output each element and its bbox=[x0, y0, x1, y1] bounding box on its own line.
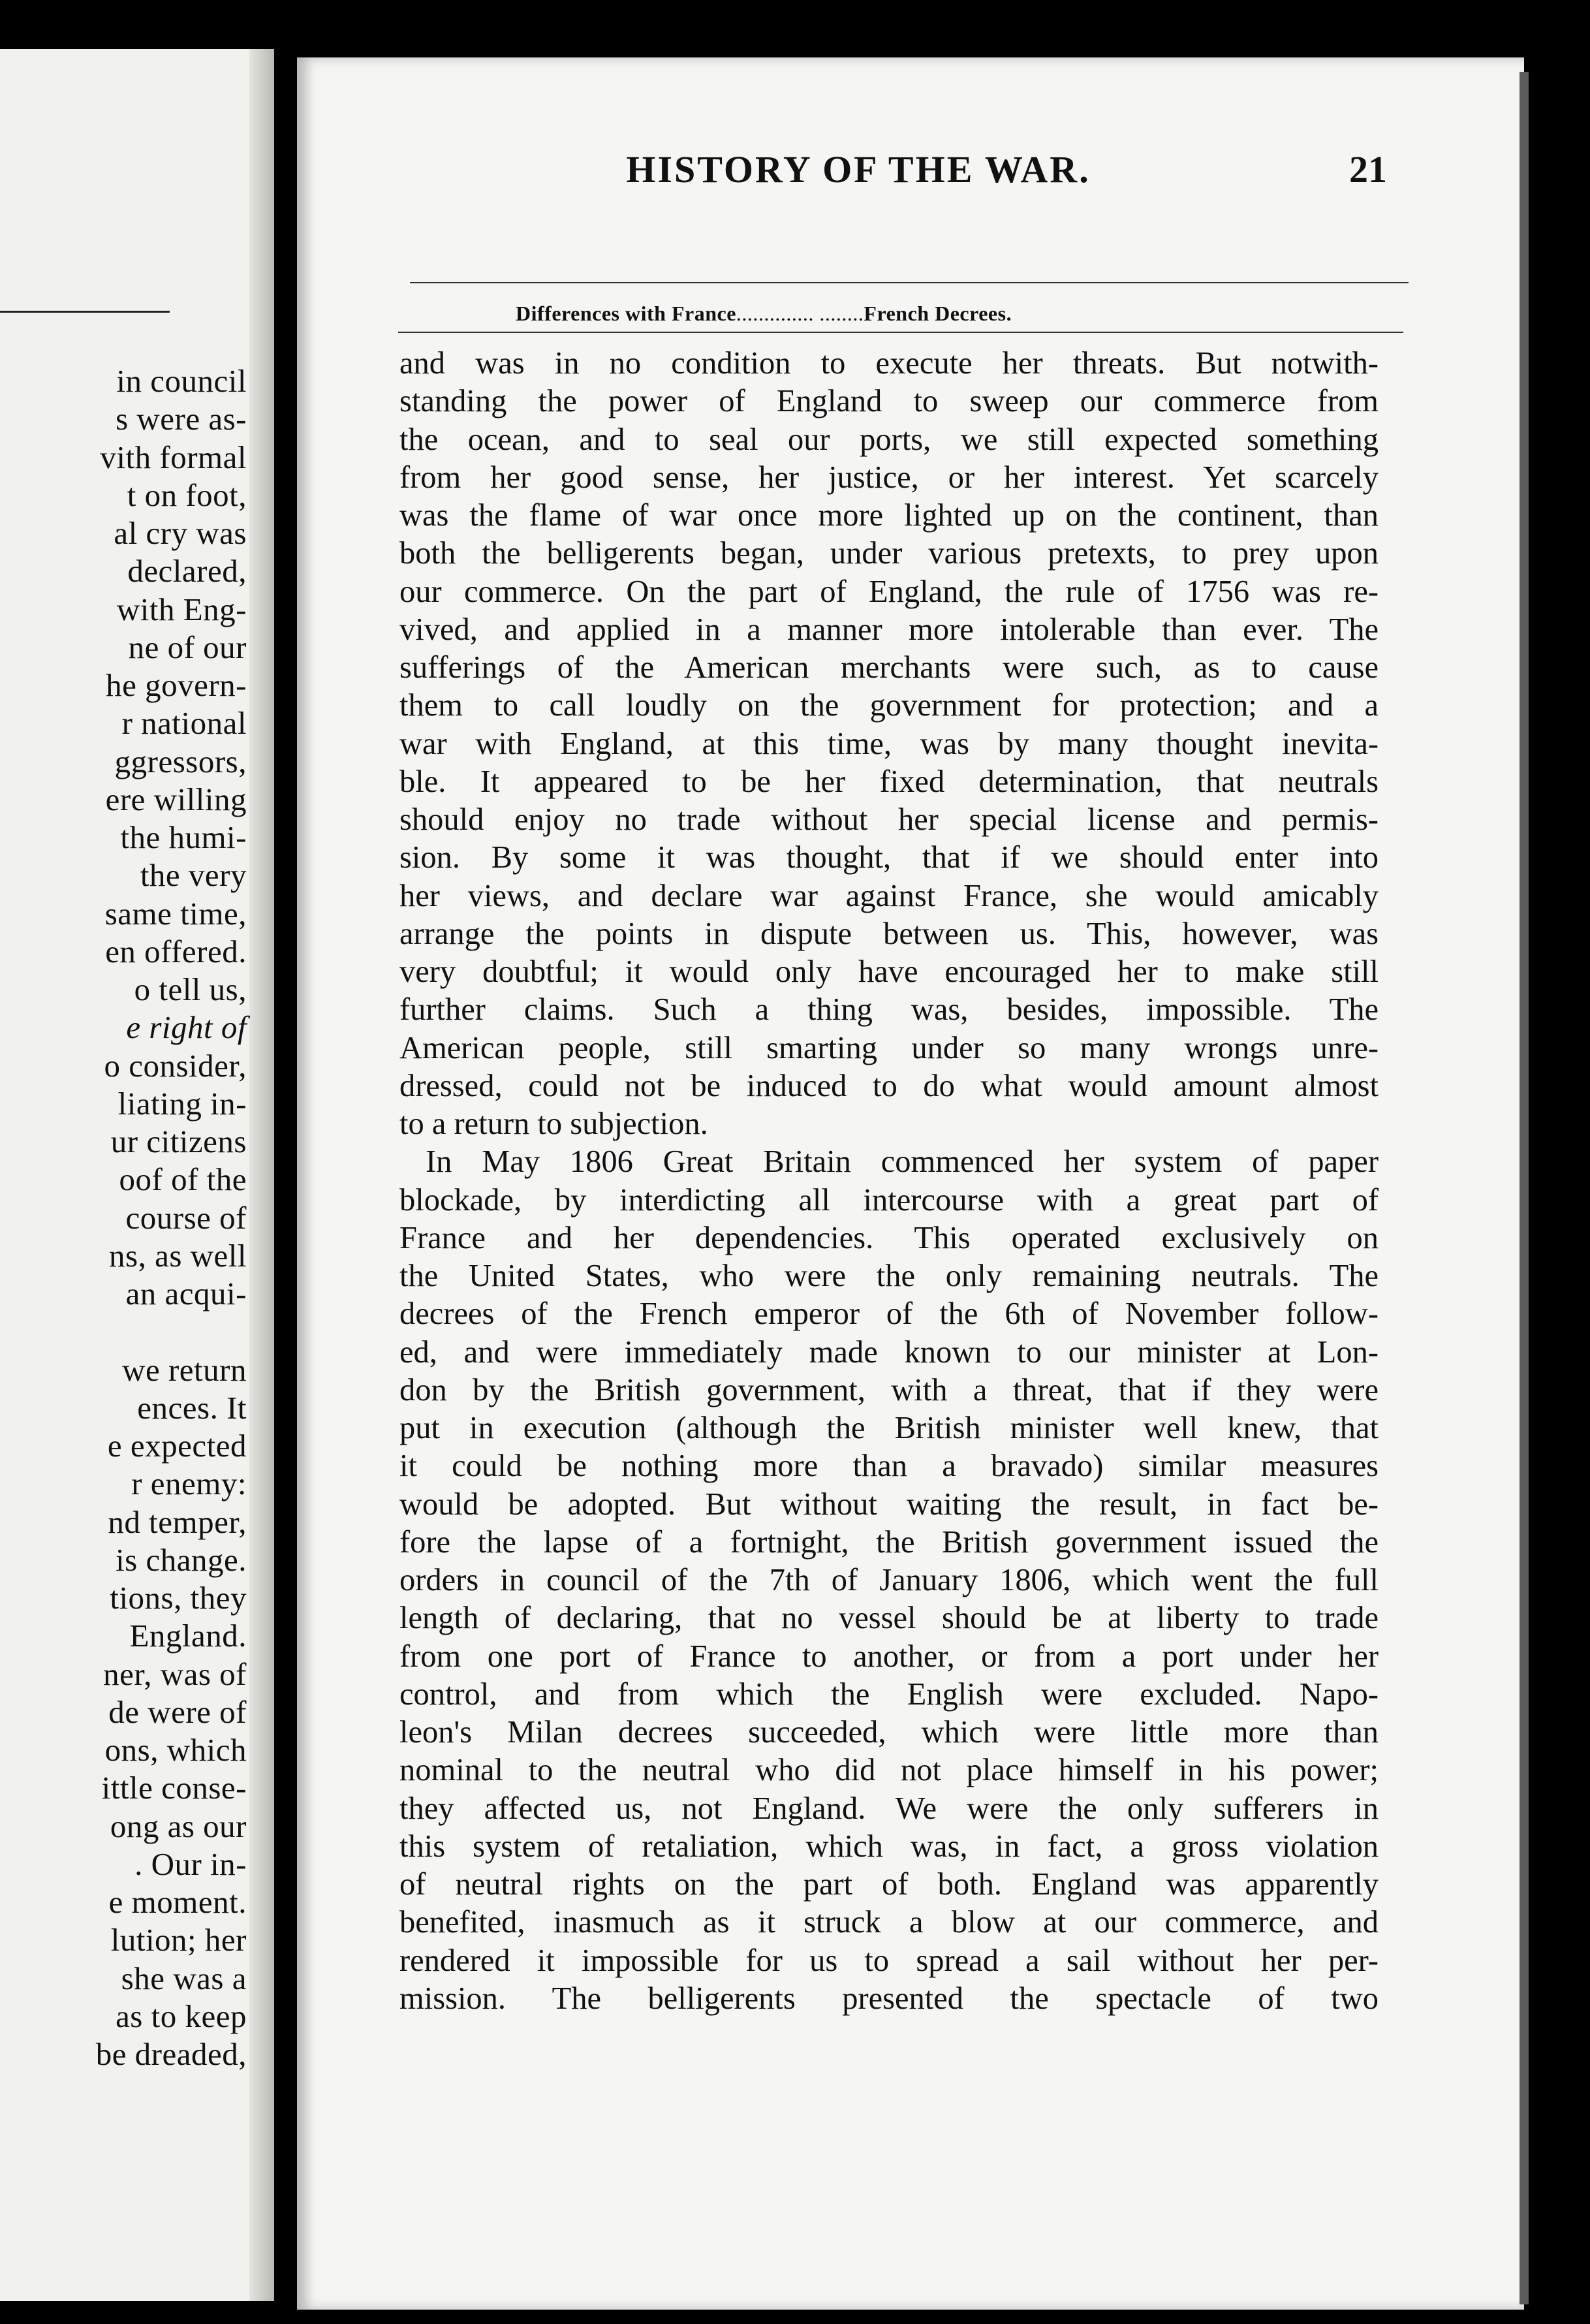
left-page-line: o consider, bbox=[104, 1047, 247, 1084]
body-text-line: ble. It appeared to be her fixed determination, that neutrals bbox=[399, 764, 1379, 799]
body-text-line: nominal to the neutral who did not place himself in his power; bbox=[399, 1753, 1379, 1788]
left-page-line: course of bbox=[117, 1199, 247, 1236]
body-text-line: arrange the points in dispute between us. This, however, was bbox=[399, 916, 1379, 951]
left-page-line: the humi- bbox=[112, 819, 247, 855]
left-page-line: o tell us, bbox=[134, 971, 247, 1007]
body-text-line: further claims. Such a thing was, besides, impossible. The bbox=[399, 992, 1379, 1028]
left-page-text bbox=[0, 362, 247, 2073]
body-text-line: and was in no condition to execute her threats. But notwith- bbox=[399, 346, 1379, 381]
left-page-line: is change. bbox=[116, 1541, 247, 1578]
left-page-line: ong as our bbox=[110, 1808, 247, 1844]
running-head bbox=[330, 137, 1387, 202]
left-page-line: ggressors, bbox=[114, 743, 247, 779]
body-text-line: of neutral rights on the part of both. England was apparently bbox=[399, 1867, 1379, 1902]
left-page-line: s were as- bbox=[116, 401, 247, 437]
left-page-line: declared, bbox=[119, 553, 247, 589]
body-text-line: would be adopted. But without waiting the result, in fact be- bbox=[399, 1486, 1379, 1522]
body-text-line: orders in council of the 7th of January 1806, which went the full bbox=[399, 1563, 1379, 1597]
caption-rule-top bbox=[410, 282, 1409, 283]
section-caption bbox=[516, 297, 1273, 330]
left-page-line: en offered. bbox=[105, 933, 247, 969]
body-text-line: fore the lapse of a fortnight, the British government issued the bbox=[399, 1524, 1379, 1560]
caption-rule-bottom bbox=[398, 332, 1403, 333]
body-text-line: put in execution (although the British minister well knew, that bbox=[399, 1411, 1379, 1445]
body-text-line: our commerce. On the part of England, the rule of 1756 was re- bbox=[399, 574, 1379, 609]
body-text-line: this system of retaliation, which was, in fact, a gross violation bbox=[399, 1829, 1379, 1864]
left-page-line: ere willing bbox=[105, 781, 247, 817]
body-text bbox=[399, 345, 1379, 2018]
body-text-line: rendered it impossible for us to spread a sail without her per- bbox=[399, 1943, 1379, 1978]
left-page-line: . Our in- bbox=[134, 1845, 247, 1882]
left-page-line: in council bbox=[116, 363, 247, 399]
body-text-line: the United States, who were the only remaining neutrals. The bbox=[399, 1259, 1379, 1293]
caption-left: Differences with France bbox=[516, 302, 736, 325]
body-text-line: leon's Milan decrees succeeded, which were little more than bbox=[399, 1715, 1379, 1750]
left-page-line: we return bbox=[114, 1351, 247, 1388]
left-page-line: he govern- bbox=[106, 667, 247, 703]
body-text-line: length of declaring, that no vessel should be at liberty to trade bbox=[399, 1601, 1379, 1636]
left-page-line: e expected bbox=[107, 1428, 247, 1464]
body-text-line: was the flame of war once more lighted up on the continent, than bbox=[399, 498, 1379, 533]
body-text-line: ed, and were immediately made known to our minister at Lon- bbox=[399, 1334, 1379, 1370]
left-page-line: de were of bbox=[108, 1693, 247, 1730]
left-page-fragment bbox=[0, 49, 274, 2301]
body-text-line: should enjoy no trade without her special license and permis- bbox=[399, 802, 1379, 837]
left-page-line: al cry was bbox=[114, 515, 247, 551]
left-page-line: England. bbox=[121, 1618, 247, 1654]
caption-leader-dots: .............. ........ bbox=[736, 302, 864, 325]
left-page-line: ne of our bbox=[128, 629, 247, 665]
left-page-line: nd temper, bbox=[108, 1503, 247, 1540]
left-page-line: ner, was of bbox=[103, 1656, 247, 1692]
left-page-line: r national bbox=[121, 705, 247, 742]
left-page-line: e moment. bbox=[108, 1884, 247, 1920]
body-text-line: dressed, could not be induced to do what would amount almost bbox=[399, 1068, 1379, 1103]
left-page-line: lution; her bbox=[110, 1922, 247, 1958]
left-page-line: ittle conse- bbox=[101, 1770, 247, 1806]
caption-right: French Decrees. bbox=[864, 302, 1012, 325]
left-page-line: e right of bbox=[126, 1009, 247, 1046]
body-text-line: In May 1806 Great Britain commenced her system of paper bbox=[426, 1144, 1379, 1180]
body-text-line: American people, still smarting under so many wrongs unre- bbox=[399, 1030, 1379, 1065]
left-page-line: an acqui- bbox=[117, 1276, 247, 1311]
body-text-line: from her good sense, her justice, or her interest. Yet scarcely bbox=[399, 460, 1379, 495]
left-page-line: ur citizens bbox=[110, 1123, 247, 1159]
left-page-line: ences. It bbox=[137, 1389, 247, 1426]
left-page-line: t on foot, bbox=[127, 477, 247, 513]
body-text-line: decrees of the French emperor of the 6th of November follow- bbox=[399, 1296, 1379, 1332]
page-number: 21 bbox=[1349, 148, 1387, 191]
left-page-line: ons, which bbox=[104, 1732, 247, 1768]
body-text-line: war with England, at this time, was by many thought inevita- bbox=[399, 726, 1379, 761]
page-title: HISTORY OF THE WAR. bbox=[626, 148, 1091, 191]
left-page-line: liating in- bbox=[117, 1085, 247, 1122]
page-edge-shadow bbox=[1520, 72, 1529, 2304]
body-text-line: to a return to subjection. bbox=[399, 1107, 708, 1141]
book-gutter bbox=[249, 49, 274, 2301]
left-page-line: be dreaded, bbox=[95, 2036, 247, 2072]
body-text-line: very doubtful; it would only have encouraged her to make still bbox=[399, 954, 1379, 989]
left-page-line: r enemy: bbox=[131, 1466, 247, 1502]
body-text-line: both the belligerents began, under various pretexts, to prey upon bbox=[399, 536, 1379, 571]
body-text-line: control, and from which the English were excluded. Napo- bbox=[399, 1676, 1379, 1712]
left-page-line: the very bbox=[132, 857, 247, 894]
left-page-line: vith formal bbox=[100, 439, 247, 475]
body-text-line: mission. The belligerents presented the spectacle of two bbox=[399, 1981, 1379, 2016]
left-page-line: she was a bbox=[121, 1960, 247, 1996]
body-text-line: blockade, by interdicting all intercourse with a great part of bbox=[399, 1182, 1379, 1217]
body-text-line: from one port of France to another, or from a port under her bbox=[399, 1639, 1379, 1674]
body-text-line: sion. By some it was thought, that if we should enter into bbox=[399, 840, 1379, 875]
body-text-line: don by the British government, with a threat, that if they were bbox=[399, 1372, 1379, 1407]
body-text-line: the ocean, and to seal our ports, we still expected something bbox=[399, 422, 1379, 457]
left-page-line: with Eng- bbox=[116, 591, 247, 627]
left-header-rule bbox=[0, 311, 170, 313]
left-page-line: as to keep bbox=[116, 1998, 247, 2034]
body-text-line: them to call loudly on the government for protection; and a bbox=[399, 688, 1379, 723]
body-text-line: it could be nothing more than a bravado) similar measures bbox=[399, 1449, 1379, 1484]
left-page-line: tions, they bbox=[110, 1580, 247, 1616]
left-page-line: ns, as well bbox=[109, 1237, 247, 1274]
body-text-line: standing the power of England to sweep our commerce from bbox=[399, 384, 1379, 419]
body-text-line: sufferings of the American merchants were such, as to cause bbox=[399, 650, 1379, 685]
left-page-line bbox=[0, 1313, 247, 1351]
left-page-line: oof of the bbox=[119, 1161, 247, 1198]
body-text-line: they affected us, not England. We were the only sufferers in bbox=[399, 1791, 1379, 1826]
left-page-line: same time, bbox=[104, 895, 247, 932]
body-text-line: her views, and declare war against France, she would amicably bbox=[399, 878, 1379, 913]
body-text-line: vived, and applied in a manner more intolerable than ever. The bbox=[399, 612, 1379, 647]
body-text-line: benefited, inasmuch as it struck a blow at our commerce, and bbox=[399, 1905, 1379, 1940]
body-text-line: France and her dependencies. This operated exclusively on bbox=[399, 1220, 1379, 1255]
